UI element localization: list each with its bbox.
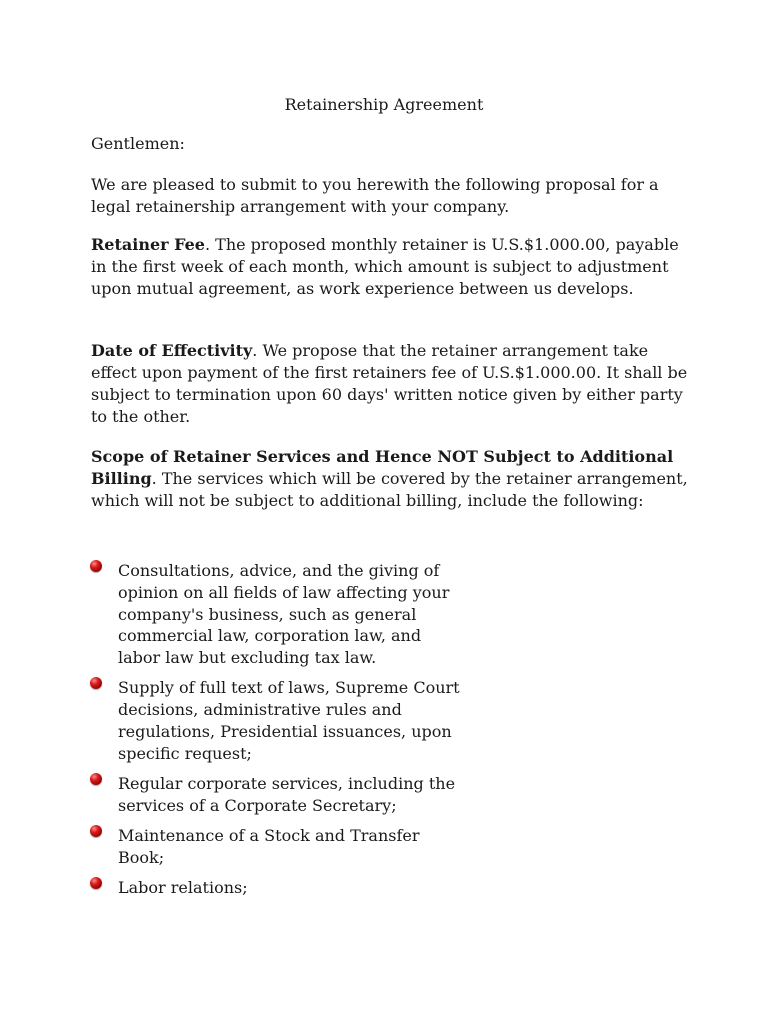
list-item-text: Labor relations; xyxy=(118,878,248,898)
list-item-text: Regular corporate services, including the services of a Corporate Secretary; xyxy=(118,774,456,815)
list-item xyxy=(88,560,468,669)
scope-heading: Scope of Retainer Services and Hence NOT Subject to Additional Billing xyxy=(91,447,674,488)
list-item xyxy=(88,825,468,869)
retainer-fee-paragraph xyxy=(91,234,691,300)
services-list xyxy=(88,560,468,908)
list-item-text: Maintenance of a Stock and Transfer Book; xyxy=(118,826,420,868)
red-sphere-bullet-icon xyxy=(90,677,102,689)
list-item xyxy=(88,677,468,764)
scope-text: . The services which will be covered by the retainer arrangement, which will not be subject to additional billing, include the following: xyxy=(91,469,688,510)
red-sphere-bullet-icon xyxy=(90,877,102,889)
retainer-fee-heading: Retainer Fee xyxy=(91,235,205,254)
list-item xyxy=(88,877,468,899)
intro-paragraph: We are pleased to submit to you herewith the following proposal for a legal retainership arrangement with your company. xyxy=(91,175,659,216)
scope-paragraph xyxy=(91,446,691,512)
list-item xyxy=(88,773,468,817)
list-item-text: Supply of full text of laws, Supreme Court decisions, administrative rules and regulations, Presidential issuances, upon specific request; xyxy=(118,678,460,763)
retainer-fee-text: . The proposed monthly retainer is U.S.$1.000.00, payable in the first week of each month, which amount is subject to adjustment upon mutual agreement, as work experience between us develops. xyxy=(91,235,679,298)
document-title: Retainership Agreement xyxy=(284,95,484,114)
list-item-text: Consultations, advice, and the giving of opinion on all fields of law affecting your company's business, such as general commercial law, corporation law, and labor law but excluding tax law. xyxy=(118,561,450,668)
effectivity-paragraph xyxy=(91,340,691,428)
salutation: Gentlemen: xyxy=(91,134,185,153)
red-sphere-bullet-icon xyxy=(90,773,102,785)
effectivity-heading: Date of Effectivity xyxy=(91,341,253,360)
red-sphere-bullet-icon xyxy=(90,825,102,837)
red-sphere-bullet-icon xyxy=(90,560,102,572)
effectivity-text: . We propose that the retainer arrangement take effect upon payment of the first retainers fee of U.S.$1.000.00. It shall be subject to termination upon 60 days' written notice given by either party to the other. xyxy=(91,341,688,426)
